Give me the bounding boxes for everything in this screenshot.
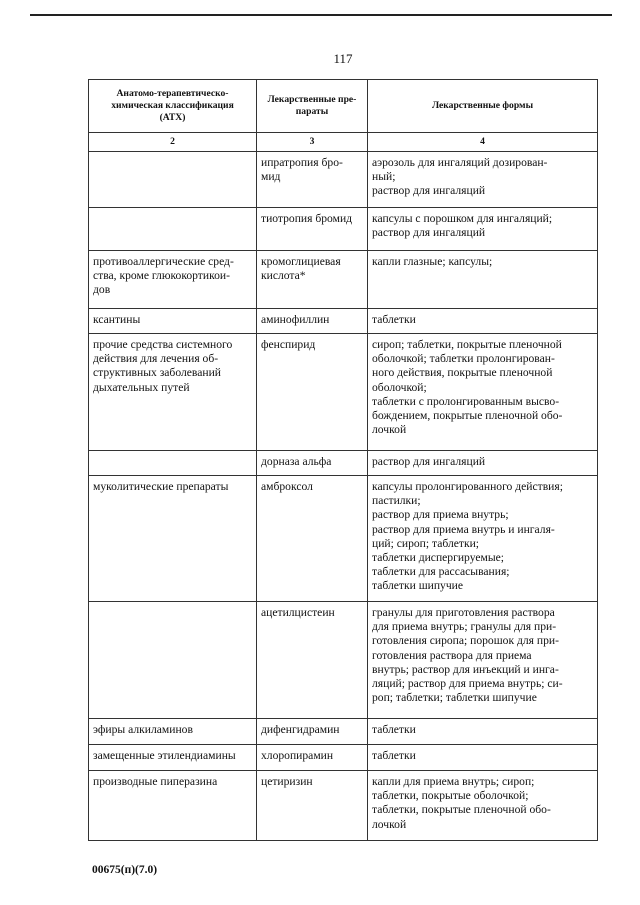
drug-cell: дорназа альфа (257, 451, 368, 476)
column-number: 3 (257, 133, 368, 152)
column-number-row (89, 133, 598, 152)
table-row (89, 771, 598, 841)
table-row (89, 334, 598, 451)
forms-cell: аэрозоль для ингаляций дозирован- ный; раствор для ингаляций (368, 152, 598, 208)
page-number: 117 (333, 51, 353, 66)
drug-cell: тиотропия бромид (257, 208, 368, 251)
drug-cell: хлоропирамин (257, 745, 368, 771)
header-dosage-forms: Лекарственные формы (368, 80, 598, 133)
table-header-row (89, 80, 598, 133)
table-row (89, 152, 598, 208)
drug-classification-table (88, 79, 598, 841)
drug-cell: ипратропия бро- мид (257, 152, 368, 208)
classification-cell (89, 451, 257, 476)
drug-cell: цетиризин (257, 771, 368, 841)
table-row (89, 476, 598, 602)
top-rule (30, 14, 612, 16)
header-drugs: Лекарственные пре- параты (257, 80, 368, 133)
drug-cell: дифенгидрамин (257, 719, 368, 745)
drug-cell: кромоглициевая кислота* (257, 251, 368, 309)
column-number: 2 (89, 133, 257, 152)
classification-cell: прочие средства системного действия для лечения об- структивных заболеваний дыхательных путей (89, 334, 257, 451)
classification-cell: муколитические препараты (89, 476, 257, 602)
forms-cell: таблетки (368, 309, 598, 334)
table-row (89, 251, 598, 309)
drug-cell: фенспирид (257, 334, 368, 451)
forms-cell: капсулы с порошком для ингаляций; раствор для ингаляций (368, 208, 598, 251)
classification-cell (89, 152, 257, 208)
table-row (89, 451, 598, 476)
drug-cell: амброксол (257, 476, 368, 602)
classification-cell: производные пиперазина (89, 771, 257, 841)
document-code: 00675(п)(7.0) (92, 864, 158, 876)
table-row (89, 309, 598, 334)
table-row (89, 719, 598, 745)
classification-cell (89, 602, 257, 719)
classification-cell: эфиры алкиламинов (89, 719, 257, 745)
classification-cell (89, 208, 257, 251)
drug-cell: аминофиллин (257, 309, 368, 334)
table-row (89, 745, 598, 771)
classification-cell: противоаллергические сред- ства, кроме глюкокортикои- дов (89, 251, 257, 309)
drug-cell: ацетилцистеин (257, 602, 368, 719)
forms-cell: капли для приема внутрь; сироп; таблетки, покрытые оболочкой; таблетки, покрытые пленочной обо- лочкой (368, 771, 598, 841)
classification-cell: замещенные этилендиамины (89, 745, 257, 771)
forms-cell: гранулы для приготовления раствора для приема внутрь; гранулы для при- готовления сиропа; порошок для при- готовления раствора для приема внутрь; раствор для инъекций и инга- ляций; раствор для приема внутрь; си- роп; таблетки; таблетки шипучие (368, 602, 598, 719)
forms-cell: таблетки (368, 719, 598, 745)
forms-cell: капли глазные; капсулы; (368, 251, 598, 309)
forms-cell: таблетки (368, 745, 598, 771)
forms-cell: раствор для ингаляций (368, 451, 598, 476)
classification-cell: ксантины (89, 309, 257, 334)
forms-cell: сироп; таблетки, покрытые пленочной оболочкой; таблетки пролонгирован- ного действия, покрытые пленочной оболочкой; таблетки с пролонгированным высво- бождением, покрытые пленочной обо- лочкой (368, 334, 598, 451)
forms-cell: капсулы пролонгированного действия; пастилки; раствор для приема внутрь; раствор для приема внутрь и ингаля- ций; сироп; таблетки; таблетки диспергируемые; таблетки для рассасывания; таблетки шипучие (368, 476, 598, 602)
column-number: 4 (368, 133, 598, 152)
table-row (89, 208, 598, 251)
table-row (89, 602, 598, 719)
header-atc-classification: Анатомо-терапевтическо- химическая классификация (АТХ) (89, 80, 257, 133)
